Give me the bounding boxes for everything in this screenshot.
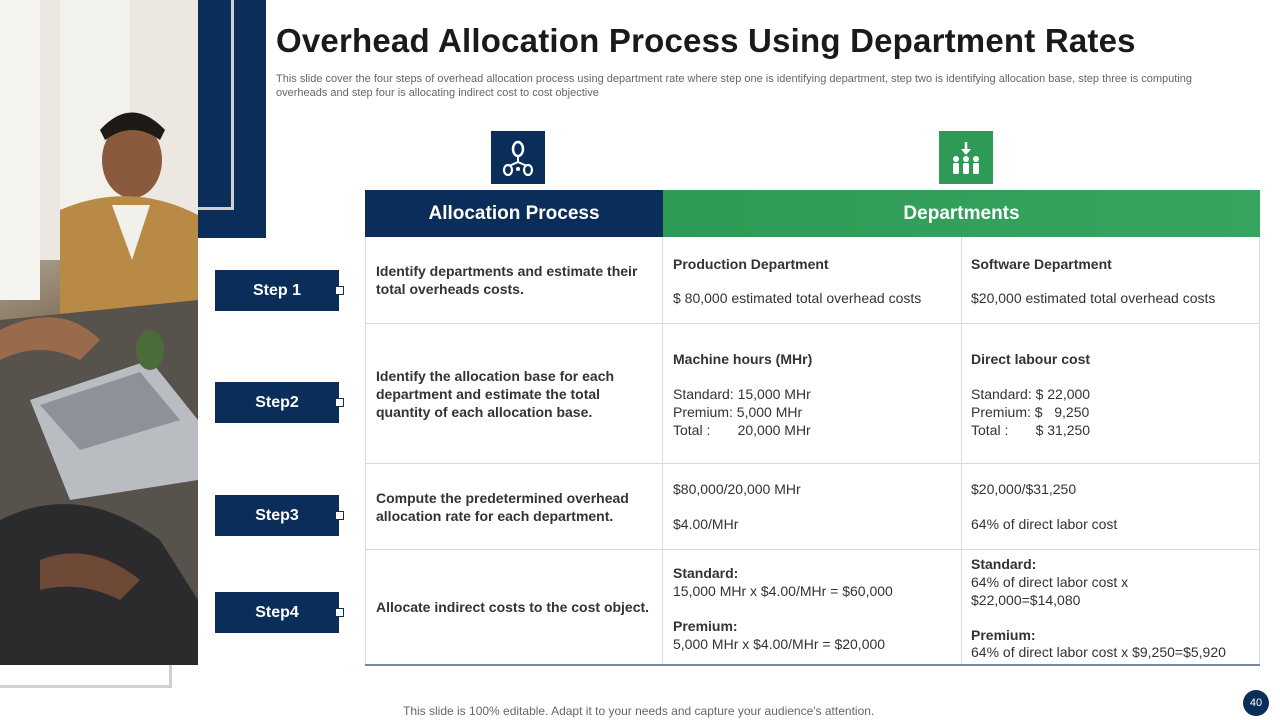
dept2-line: Premium: $ 9,250 xyxy=(971,404,1090,420)
dept1-cell xyxy=(663,324,962,463)
step-3-connector xyxy=(335,511,344,520)
footer-note: This slide is 100% editable. Adapt it to your needs and capture your audience's attention. xyxy=(403,704,875,718)
dept2-cell xyxy=(962,550,1260,664)
department-people-icon xyxy=(939,131,993,184)
process-flow-icon xyxy=(491,131,545,184)
dept2-rate-value: 64% of direct labor cost xyxy=(971,516,1118,532)
decorative-frame-line xyxy=(198,0,234,210)
dept2-cell xyxy=(962,324,1260,463)
step-3-label xyxy=(215,495,339,536)
dept1-rate-formula: $80,000/20,000 MHr xyxy=(673,481,801,497)
header-departments: Departments xyxy=(663,190,1260,237)
dept1-line: $ 80,000 estimated total overhead costs xyxy=(673,290,922,306)
dept1-title: Production Department xyxy=(673,256,829,272)
step-1-connector xyxy=(335,286,344,295)
dept1-line: Standard: 15,000 MHr xyxy=(673,386,811,402)
dept2-title: Software Department xyxy=(971,256,1112,272)
dept2-rate-formula: $20,000/$31,250 xyxy=(971,481,1077,497)
office-photo xyxy=(0,0,198,665)
dept2-standard-result: $22,000=$14,080 xyxy=(971,592,1081,608)
dept1-premium-value: 5,000 MHr x $4.00/MHr = $20,000 xyxy=(673,636,886,652)
step-1-text: Step 1 xyxy=(252,281,301,299)
dept2-premium-label: Premium: xyxy=(971,627,1036,643)
process-cell xyxy=(365,464,663,549)
dept2-title: Direct labour cost xyxy=(971,351,1091,367)
dept1-cell xyxy=(663,550,962,664)
dept2-cell xyxy=(962,237,1260,323)
step-1-label xyxy=(215,270,339,311)
page-title: Overhead Allocation Process Using Department Rates xyxy=(276,22,1136,59)
process-cell xyxy=(365,550,663,664)
process-text: Allocate indirect costs to the cost object. xyxy=(376,599,650,615)
step-2-connector xyxy=(335,398,344,407)
dept1-title: Machine hours (MHr) xyxy=(673,351,813,367)
process-cell xyxy=(365,237,663,323)
header-allocation-process: Allocation Process xyxy=(365,190,663,237)
process-text: Identify departments and estimate their total overheads costs. xyxy=(376,263,638,297)
dept2-standard-label: Standard: xyxy=(971,556,1037,572)
dept1-line: Premium: 5,000 MHr xyxy=(673,404,803,420)
dept1-cell xyxy=(663,464,962,549)
dept2-standard-value: 64% of direct labor cost x xyxy=(971,574,1129,590)
step-2-label xyxy=(215,382,339,423)
process-text: Compute the predetermined overhead allocation rate for each department. xyxy=(376,489,629,524)
dept2-premium-value: 64% of direct labor cost x $9,250=$5,920 xyxy=(971,644,1226,660)
table-row xyxy=(365,464,1260,550)
process-cell xyxy=(365,324,663,463)
step-3-text: Step3 xyxy=(255,506,299,524)
page-subtitle: This slide cover the four steps of overhead allocation process using department rate where step one is identifying department, step two is identifying allocation base, step three is computing overheads and step four is allocating indirect cost to cost objective xyxy=(276,73,1192,99)
dept1-standard-value: 15,000 MHr x $4.00/MHr = $60,000 xyxy=(673,583,893,599)
dept1-standard-label: Standard: xyxy=(673,565,739,581)
process-text: Identify the allocation base for each department and estimate the total quantity of each allocation base. xyxy=(376,367,615,420)
step-4-connector xyxy=(335,608,344,617)
dept1-line: Total : 20,000 MHr xyxy=(673,422,811,438)
table-bottom-border xyxy=(365,664,1260,666)
dept2-line: Standard: $ 22,000 xyxy=(971,386,1091,402)
step-4-label xyxy=(215,592,339,633)
step-2-text: Step2 xyxy=(255,393,299,411)
table-row xyxy=(365,237,1260,324)
dept2-line: Total : $ 31,250 xyxy=(971,422,1091,438)
dept2-cell xyxy=(962,464,1260,549)
table-row xyxy=(365,550,1260,664)
dept1-premium-label: Premium: xyxy=(673,618,738,634)
office-photo-illustration xyxy=(0,0,198,665)
dept2-line: $20,000 estimated total overhead costs xyxy=(971,290,1216,306)
table-row xyxy=(365,324,1260,464)
dept1-cell xyxy=(663,237,962,323)
step-4-text: Step4 xyxy=(255,603,299,621)
dept1-rate-value: $4.00/MHr xyxy=(673,516,739,532)
page-number: 40 xyxy=(1249,697,1263,709)
page-number-badge xyxy=(1243,690,1269,716)
